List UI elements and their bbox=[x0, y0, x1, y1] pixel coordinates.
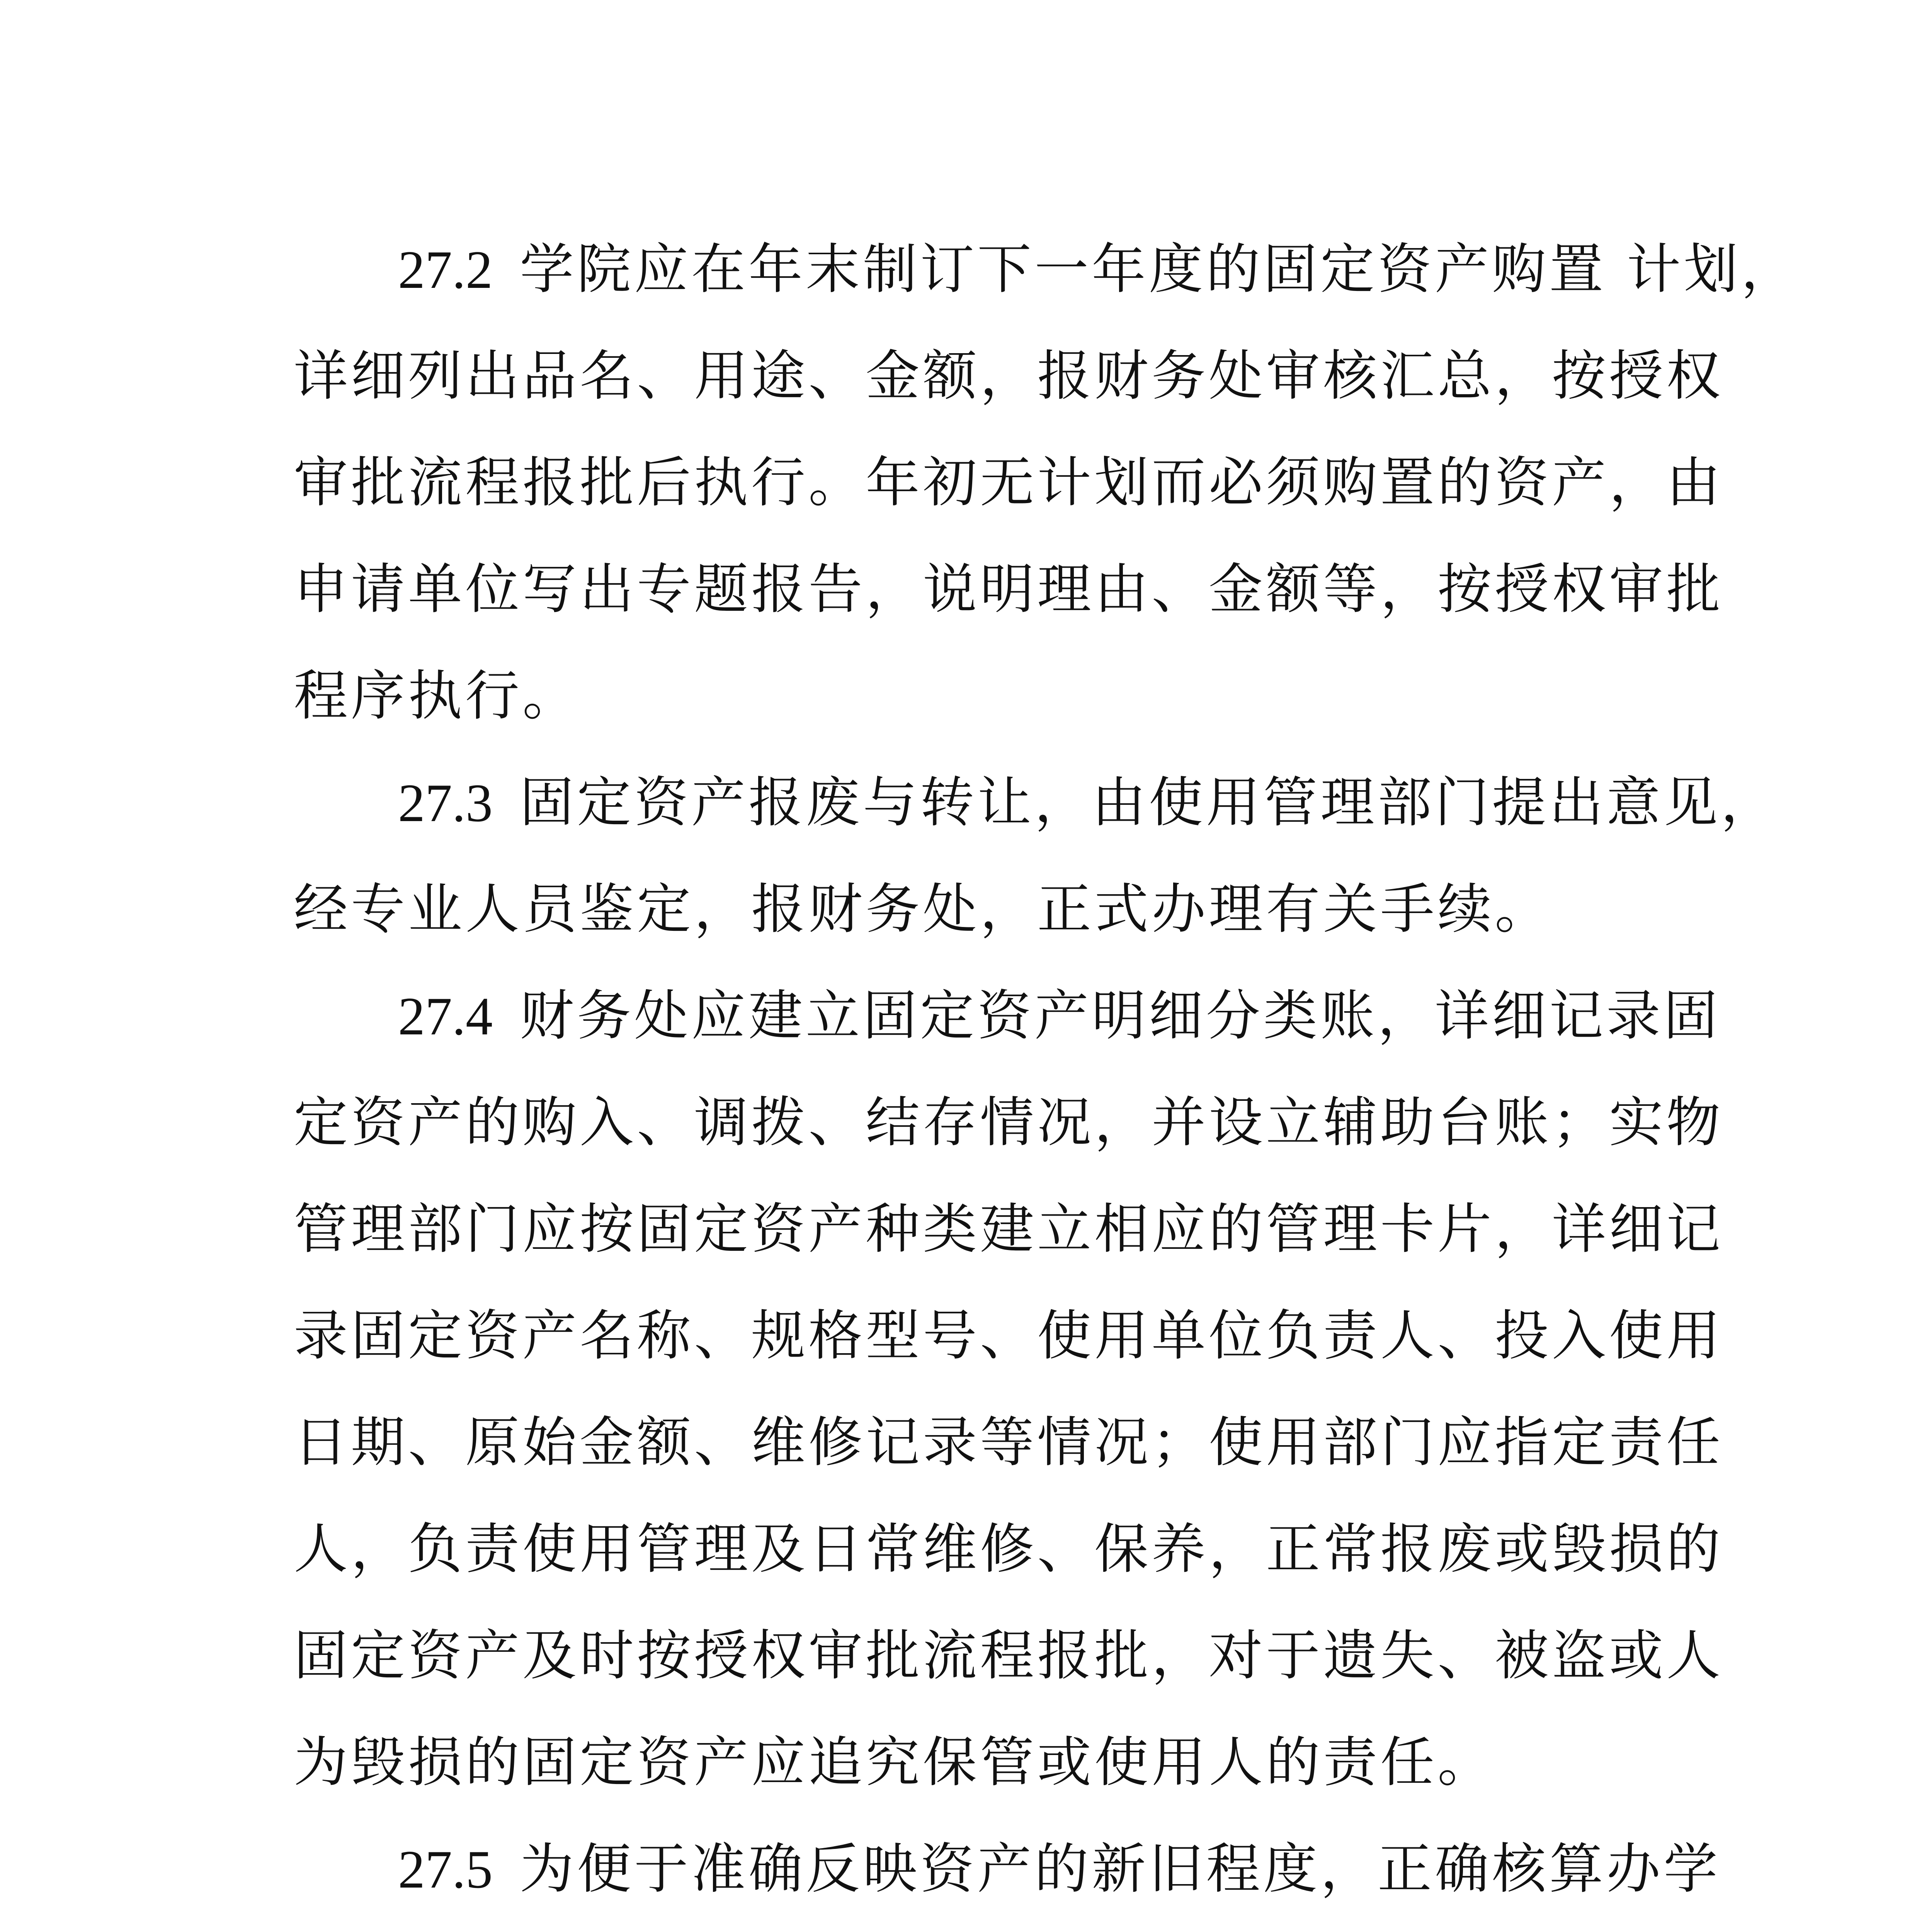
section-27-4-line-6: 人，负责使用管理及日常维修、保养，正常报废或毁损的 bbox=[294, 1518, 1724, 1581]
section-27-2-line-3: 审批流程报批后执行。年初无计划而必须购置的资产，由 bbox=[294, 451, 1724, 514]
section-27-4-line-5: 日期、原始金额、维修记录等情况；使用部门应指定责任 bbox=[294, 1411, 1724, 1474]
section-number: 27.5 bbox=[398, 1840, 493, 1900]
body-text bbox=[294, 216, 1798, 1932]
line-text: 财务处应建立固定资产明细分类账，详细记录固 bbox=[520, 985, 1721, 1048]
section-number: 27.4 bbox=[398, 986, 493, 1046]
section-27-4-line-2: 定资产的购入、调拨、结存情况，并设立辅助台账；实物 bbox=[294, 1091, 1724, 1154]
section-27-5-line-1 bbox=[294, 1816, 1721, 1923]
section-27-4-line-7: 固定资产及时按授权审批流程报批，对于遗失、被盗或人 bbox=[294, 1624, 1724, 1687]
section-27-2-line-5: 程序执行。 bbox=[294, 665, 580, 728]
section-27-4-line-1 bbox=[294, 963, 1721, 1070]
section-27-3-line-1 bbox=[294, 750, 1778, 856]
section-27-2-line-2: 详细列出品名、用途、金额，报财务处审核汇总，按授权 bbox=[294, 345, 1724, 408]
line-text: 固定资产报废与转让，由使用管理部门提出意见， bbox=[520, 771, 1778, 834]
section-number: 27.2 bbox=[398, 240, 493, 300]
line-text: 学院应在年末制订下一年度的固定资产购置 计划， bbox=[520, 238, 1798, 301]
section-27-4-line-8: 为毁损的固定资产应追究保管或使用人的责任。 bbox=[294, 1731, 1495, 1794]
section-27-2-line-1 bbox=[294, 216, 1798, 323]
line-text: 为便于准确反映资产的新旧程度，正确核算办学 bbox=[520, 1838, 1721, 1901]
section-27-5-line-2 bbox=[294, 1923, 1646, 1932]
section-27-2-line-4: 申请单位写出专题报告，说明理由、金额等，按授权审批 bbox=[294, 558, 1724, 621]
section-27-4-line-4: 录固定资产名称、规格型号、使用单位负责人、投入使用 bbox=[294, 1304, 1724, 1367]
section-27-4-line-3: 管理部门应按固定资产种类建立相应的管理卡片，详细记 bbox=[294, 1198, 1724, 1261]
section-number: 27.3 bbox=[398, 773, 493, 833]
section-27-3-line-2: 经专业人员鉴定，报财务处，正式办理有关手续。 bbox=[294, 878, 1552, 941]
